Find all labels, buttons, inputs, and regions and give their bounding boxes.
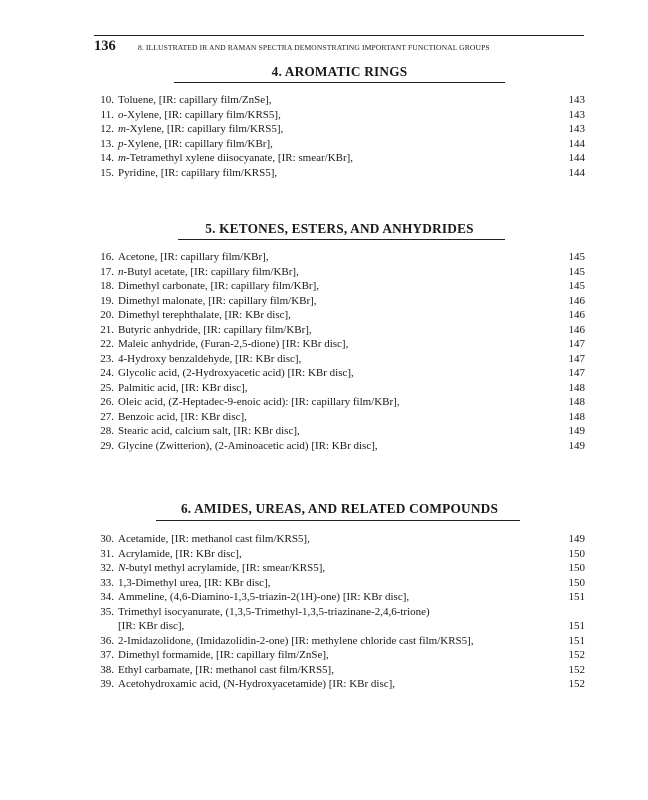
entry-page-number: 143 xyxy=(568,108,585,121)
entry-number: 30. xyxy=(100,533,114,545)
toc-entry xyxy=(94,576,585,591)
section-title-rule xyxy=(156,520,520,521)
entry-page-number: 144 xyxy=(568,166,585,179)
entry-number: 18. xyxy=(100,280,114,292)
entry-page-number: 152 xyxy=(568,649,585,661)
entry-title: Dimethyl formamide, [IR: capillary film/ZnSe], xyxy=(118,649,329,661)
entry-title: Ammeline, (4,6-Diamino-1,3,5-triazin-2(1H)-one) [IR: KBr disc], xyxy=(118,591,410,603)
toc-entry xyxy=(94,352,585,367)
entry-title: N-butyl methyl acrylamide, [IR: smear/KRS5], xyxy=(118,562,326,574)
section-title: 6. AMIDES, UREAS, AND RELATED COMPOUNDS xyxy=(180,501,499,516)
entry-page-number: 146 xyxy=(568,294,585,307)
entry-page-number: 150 xyxy=(568,547,585,560)
entry-page-number: 150 xyxy=(568,562,585,574)
header-rule xyxy=(94,35,584,36)
entry-title: Acrylamide, [IR: KBr disc], xyxy=(118,547,242,560)
entry-number: 38. xyxy=(100,663,114,676)
entry-title: Glycolic acid, (2-Hydroxyacetic acid) [IR: KBr disc], xyxy=(118,367,354,379)
toc-entry xyxy=(94,108,585,123)
entry-page-number: 152 xyxy=(568,663,585,676)
entry-page-number: 143 xyxy=(568,94,585,106)
entry-title: Glycine (Zwitterion), (2-Aminoacetic acid) [IR: KBr disc], xyxy=(118,439,378,452)
toc-entry xyxy=(94,166,585,181)
entry-number: 36. xyxy=(100,634,114,647)
entry-number: 22. xyxy=(100,338,114,350)
entry-page-number: 144 xyxy=(568,152,585,164)
entry-page-number: 149 xyxy=(568,439,585,452)
toc-entry xyxy=(94,250,585,265)
entry-number: 34. xyxy=(100,591,114,603)
section-title: 5. KETONES, ESTERS, AND ANHYDRIDES xyxy=(205,221,474,236)
toc-entry xyxy=(94,279,585,294)
entry-title: Toluene, [IR: capillary film/ZnSe], xyxy=(118,94,272,106)
entry-number: 28. xyxy=(100,425,114,437)
entry-title: o-Xylene, [IR: capillary film/KRS5], xyxy=(118,108,281,121)
entry-title: 1,3-Dimethyl urea, [IR: KBr disc], xyxy=(118,576,271,589)
entry-title: Pyridine, [IR: capillary film/KRS5], xyxy=(118,166,278,179)
toc-entry xyxy=(94,122,585,137)
entry-page-number: 147 xyxy=(568,338,585,350)
entry-title: Benzoic acid, [IR: KBr disc], xyxy=(118,410,247,423)
entry-page-number: 148 xyxy=(568,381,585,394)
entry-title: Dimethyl malonate, [IR: capillary film/KBr], xyxy=(118,294,317,307)
running-head: 8. ILLUSTRATED IR AND RAMAN SPECTRA DEMONSTRATING IMPORTANT FUNCTIONAL GROUPS xyxy=(138,43,490,52)
toc-entry xyxy=(94,265,585,280)
entry-number: 10. xyxy=(100,94,114,106)
toc-entry xyxy=(94,547,585,562)
toc-entry xyxy=(94,590,585,605)
entry-title: n-Butyl acetate, [IR: capillary film/KBr], xyxy=(118,265,299,278)
toc-entry xyxy=(94,395,585,410)
entry-number: 32. xyxy=(100,562,114,574)
entry-title: Ethyl carbamate, [IR: methanol cast film/KRS5], xyxy=(118,663,334,676)
entry-number: 29. xyxy=(100,439,114,452)
toc-entry xyxy=(94,381,585,396)
entry-page-number: 144 xyxy=(568,137,585,150)
toc-entry xyxy=(94,663,585,678)
toc-entry xyxy=(94,634,585,649)
toc-entry xyxy=(94,294,585,309)
entry-page-number: 151 xyxy=(568,620,585,632)
entry-page-number: 149 xyxy=(568,533,585,545)
entry-number: 17. xyxy=(100,265,114,278)
entry-number: 21. xyxy=(100,323,114,336)
entry-number: 27. xyxy=(100,410,114,423)
entry-page-number: 148 xyxy=(568,396,585,408)
entry-title: Dimethyl terephthalate, [IR: KBr disc], xyxy=(118,309,291,321)
toc-entry xyxy=(94,366,585,381)
toc-entry xyxy=(94,410,585,425)
entry-number: 14. xyxy=(100,152,114,164)
entry-title: m-Xylene, [IR: capillary film/KRS5], xyxy=(118,123,284,135)
toc-entry xyxy=(94,308,585,323)
entry-number: 39. xyxy=(100,678,114,690)
entry-title: 2-Imidazolidone, (Imidazolidin-2-one) [IR: methylene chloride cast film/KRS5], xyxy=(118,634,474,647)
entry-number: 15. xyxy=(100,166,114,179)
entry-number: 37. xyxy=(100,649,114,661)
entry-title: Stearic acid, calcium salt, [IR: KBr disc], xyxy=(118,425,300,437)
entry-number: 20. xyxy=(100,309,114,321)
entry-number: 12. xyxy=(100,123,114,135)
section-title-rule xyxy=(178,239,505,240)
toc-entry xyxy=(94,151,585,166)
entry-number: 35. xyxy=(100,605,114,618)
toc-entry xyxy=(94,323,585,338)
toc-entry xyxy=(94,424,585,439)
toc-entry xyxy=(94,532,585,547)
toc-entry xyxy=(94,648,585,663)
entry-list xyxy=(94,250,585,453)
toc-entry xyxy=(94,605,585,634)
entry-title: Dimethyl carbonate, [IR: capillary film/KBr], xyxy=(118,280,319,292)
entry-number: 19. xyxy=(100,294,114,307)
entry-number: 24. xyxy=(100,367,114,379)
page-header xyxy=(94,38,584,56)
entry-page-number: 147 xyxy=(568,367,585,379)
entry-title: Acetohydroxamic acid, (N-Hydroxyacetamide) [IR: KBr disc], xyxy=(118,678,396,690)
entry-title: Oleic acid, (Z-Heptadec-9-enoic acid): [IR: capillary film/KBr], xyxy=(118,396,400,408)
toc-entry xyxy=(94,337,585,352)
entry-number: 23. xyxy=(100,352,114,365)
entry-title: Butyric anhydride, [IR: capillary film/KBr], xyxy=(118,323,312,336)
entry-page-number: 150 xyxy=(568,576,585,589)
entry-page-number: 152 xyxy=(568,678,585,690)
entry-title: p-Xylene, [IR: capillary film/KBr], xyxy=(118,137,273,150)
entry-title: Palmitic acid, [IR: KBr disc], xyxy=(118,381,248,394)
entry-list xyxy=(94,532,585,692)
entry-title: Acetone, [IR: capillary film/KBr], xyxy=(118,251,269,263)
section-title-rule xyxy=(174,82,505,83)
entry-page-number: 151 xyxy=(568,591,585,603)
entry-title: Trimethyl isocyanurate, (1,3,5-Trimethyl-1,3,5-triazinane-2,4,6-trione) xyxy=(118,605,430,618)
toc-entry xyxy=(94,137,585,152)
page-number: 136 xyxy=(94,38,116,54)
entry-number: 33. xyxy=(100,576,114,589)
entry-number: 26. xyxy=(100,396,114,408)
entry-title: Maleic anhydride, (Furan-2,5-dione) [IR: KBr disc], xyxy=(118,338,349,350)
toc-entry xyxy=(94,561,585,576)
entry-page-number: 148 xyxy=(568,410,585,423)
entry-number: 31. xyxy=(100,547,114,560)
entry-page-number: 146 xyxy=(568,309,585,321)
entry-title: Acetamide, [IR: methanol cast film/KRS5], xyxy=(118,533,310,545)
section-title: 4. AROMATIC RINGS xyxy=(271,64,408,79)
toc-entry xyxy=(94,93,585,108)
entry-page-number: 145 xyxy=(568,251,585,263)
entry-page-number: 145 xyxy=(568,280,585,292)
toc-entry xyxy=(94,677,585,692)
entry-title: 4-Hydroxy benzaldehyde, [IR: KBr disc], xyxy=(118,352,302,365)
entry-title: m-Tetramethyl xylene diisocyanate, [IR: smear/KBr], xyxy=(118,152,354,164)
entry-title-continuation: [IR: KBr disc], xyxy=(118,620,185,632)
entry-page-number: 145 xyxy=(568,265,585,278)
entry-list xyxy=(94,93,585,180)
entry-number: 13. xyxy=(100,137,114,150)
entry-number: 16. xyxy=(100,251,114,263)
entry-page-number: 151 xyxy=(568,634,585,647)
entry-page-number: 147 xyxy=(568,352,585,365)
entry-page-number: 149 xyxy=(568,425,585,437)
entry-number: 11. xyxy=(100,108,114,121)
entry-page-number: 143 xyxy=(568,123,585,135)
toc-entry xyxy=(94,439,585,454)
entry-number: 25. xyxy=(100,381,114,394)
entry-page-number: 146 xyxy=(568,323,585,336)
